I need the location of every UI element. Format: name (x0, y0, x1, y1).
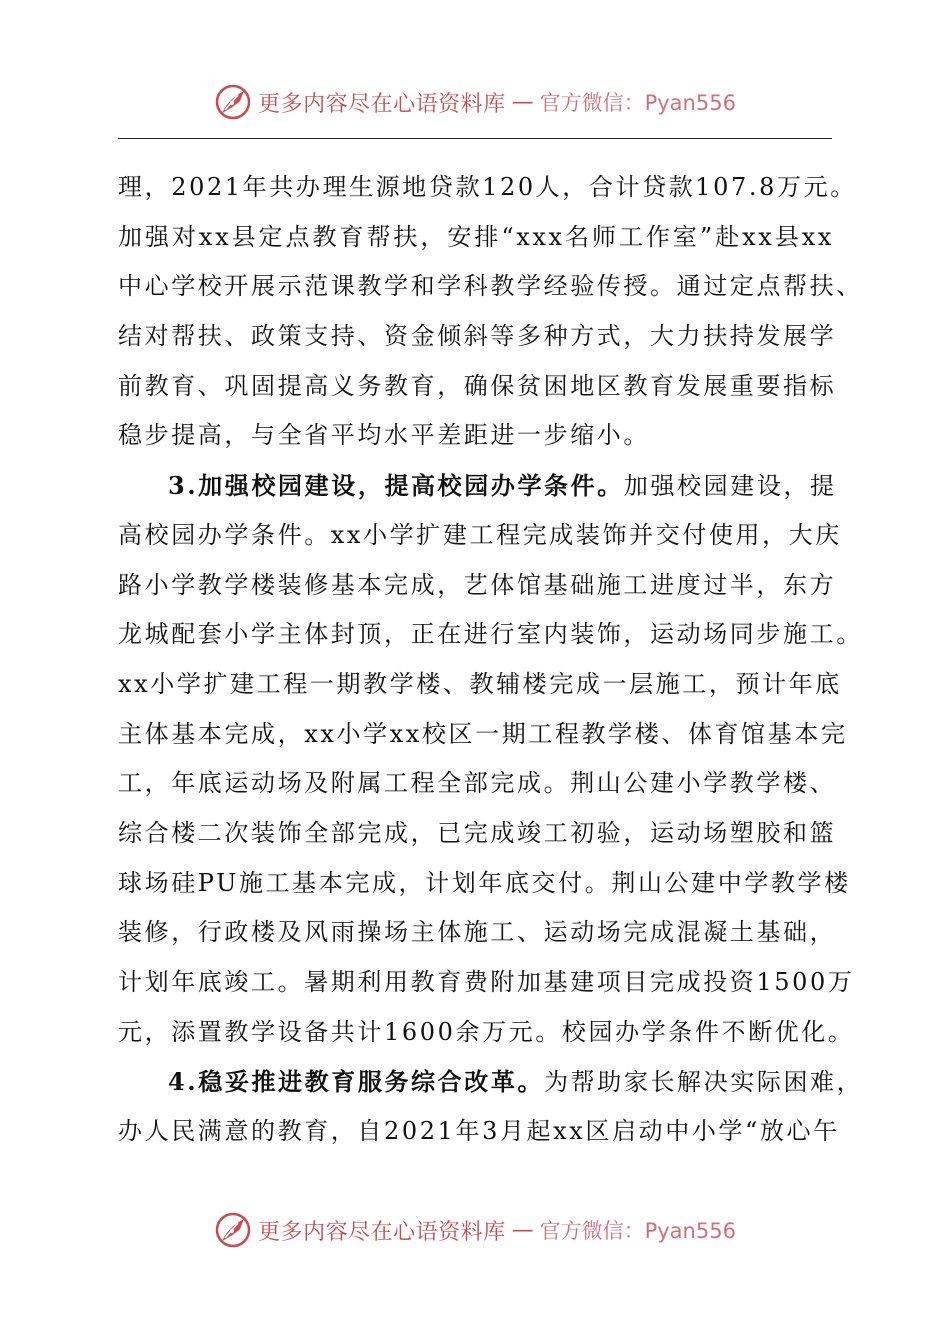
body-line: 理，2021年共办理生源地贷款120人，合计贷款107.8万元。 (118, 173, 857, 201)
section-3-line: xx小学扩建工程一期教学楼、教辅楼完成一层施工，预计年底 (118, 669, 842, 698)
section-3-line: 计划年底竣工。暑期利用教育费附加基建项目完成投资1500万 (118, 968, 855, 996)
header-rule (118, 138, 832, 139)
section-4-first-line (118, 1057, 864, 1107)
section-3-line: 球场硅PU施工基本完成，计划年底交付。荆山公建中学教学楼 (118, 868, 851, 897)
section-3-heading: 3.加强校园建设，提高校园办学条件。 (168, 471, 624, 501)
footer-banner-separator: — (511, 1217, 534, 1243)
body-line: 稳步提高，与全省平均水平差距进一步缩小。 (118, 421, 650, 450)
body-line: 结对帮扶、政策支持、资金倾斜等多种方式，大力扶持发展学 (118, 322, 837, 351)
section-3-line: 龙城配套小学主体封顶，正在进行室内装饰，运动场同步施工。 (118, 620, 863, 649)
footer-banner (0, 1210, 950, 1250)
header-contact: 官方微信：Pyan556 (539, 91, 736, 115)
section-4-line: 办人民满意的教育，自2021年3月起xx区启动中小学“放心午 (118, 1117, 840, 1146)
body-line: 中心学校开展示范课教学和学科教学经验传授。通过定点帮扶、 (118, 272, 863, 301)
footer-contact: 官方微信：Pyan556 (539, 1219, 736, 1243)
section-3-line: 高校园办学条件。xx小学扩建工程完成装饰并交付使用，大庆 (118, 520, 842, 549)
footer-banner-text: 更多内容尽在心语资料库 (258, 1219, 506, 1245)
section-3-first-line (118, 461, 837, 511)
section-3-line: 元，添置教学设备共计1600余万元。校园办学条件不断优化。 (118, 1017, 855, 1046)
header-banner-text: 更多内容尽在心语资料库 (258, 91, 506, 117)
body-line: 前教育、巩固提高义务教育，确保贫困地区教育发展重要指标 (118, 371, 837, 400)
section-3-line: 装修，行政楼及风雨操场主体施工、运动场完成混凝土基础， (118, 918, 837, 947)
section-3-first-line-text: 加强校园建设，提 (623, 472, 837, 501)
header-banner-separator: — (511, 89, 534, 115)
section-3-line: 综合楼二次装饰全部完成，已完成竣工初验，运动场塑胶和篮 (118, 818, 837, 847)
pen-nib-logo-icon (214, 83, 252, 121)
pen-nib-logo-icon (214, 1211, 252, 1249)
section-4-first-line-text: 为帮助家长解决实际困难， (544, 1068, 864, 1097)
header-banner (0, 82, 950, 122)
section-3-line: 主体基本完成，xx小学xx校区一期工程教学楼、体育馆基本完 (118, 719, 848, 748)
section-4-heading: 4.稳妥推进教育服务综合改革。 (168, 1067, 545, 1097)
section-3-line: 工，年底运动场及附属工程全部完成。荆山公建小学教学楼、 (118, 769, 837, 798)
body-line: 加强对xx县定点教育帮扶，安排“xxx名师工作室”赴xx县xx (118, 222, 834, 251)
section-3-line: 路小学教学楼装修基本完成，艺体馆基础施工进度过半，东方 (118, 570, 837, 599)
document-body (118, 163, 864, 1157)
